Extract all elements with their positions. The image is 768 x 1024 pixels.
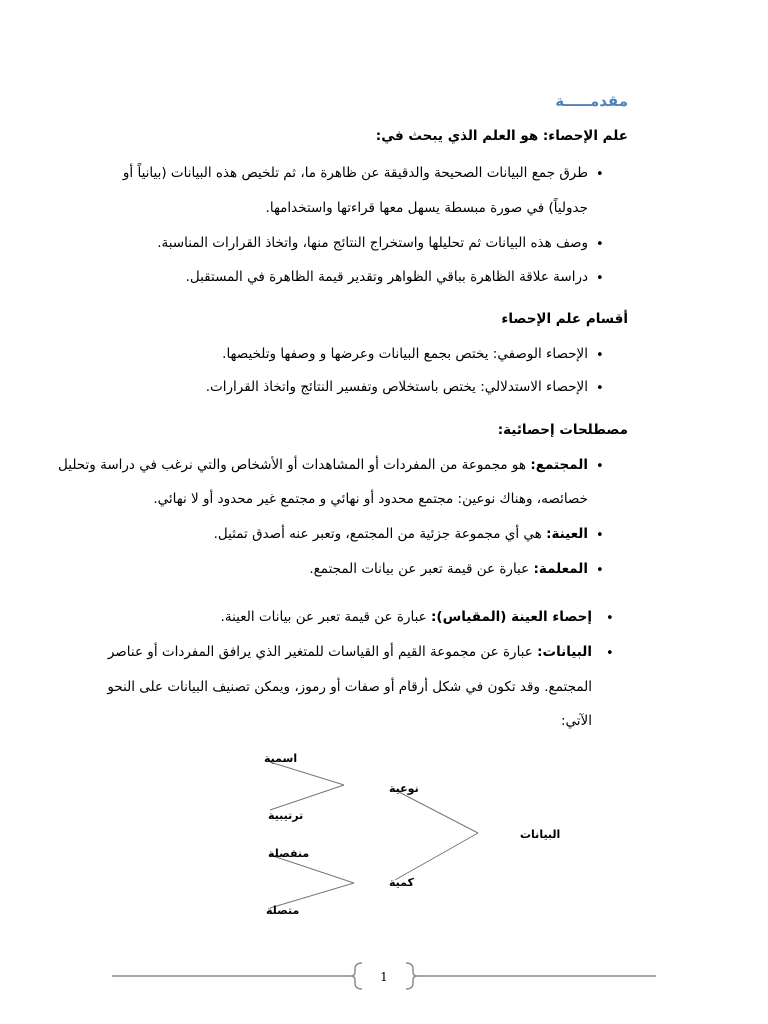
page-footer xyxy=(112,963,656,989)
tree-node-root: البيانات xyxy=(520,828,561,841)
term-label: العينة: xyxy=(546,526,588,542)
bullet-marker: • xyxy=(596,528,604,543)
tree-edge xyxy=(270,785,344,810)
section-descriptive: الإحصاء الوصفي: يختص بجمع البيانات وعرضها و وصفها وتلخيصها. xyxy=(222,346,588,362)
page-title: مقدمـــــة xyxy=(555,92,628,110)
page-number: 1 xyxy=(380,970,388,984)
tree-node-quantitative: كمية xyxy=(389,876,414,889)
term-label: المجتمع: xyxy=(530,457,588,473)
bullet-marker: • xyxy=(596,563,604,578)
term-data-cont: المجتمع. وقد تكون في شكل أرقام أو صفات أو رموز، ويمكن تصنيف البيانات على النحو xyxy=(107,679,592,695)
term-label: المعلمة: xyxy=(533,561,588,577)
intro-bullet-2: وصف هذه البيانات ثم تحليلها واستخراج النتائج منها، واتخاذ القرارات المناسبة. xyxy=(157,235,588,251)
intro-bullet-3: دراسة علاقة الظاهرة بباقي الظواهر وتقدير قيمة الظاهرة في المستقبل. xyxy=(185,269,588,285)
term-data-cont-2: الآتي: xyxy=(560,713,592,729)
intro-bullet-1: طرق جمع البيانات الصحيحة والدقيقة عن ظاهرة ما، ثم تلخيص هذه البيانات (بيانياً أو xyxy=(122,165,588,181)
bullet-marker: • xyxy=(606,646,614,661)
tree-edge xyxy=(395,790,478,833)
footer-brace-right xyxy=(406,963,417,989)
bullet-marker: • xyxy=(596,459,604,474)
bullet-marker: • xyxy=(596,381,604,396)
term-text: هي أي مجموعة جزئية من المجتمع، وتعبر عنه أصدق تمثيل. xyxy=(213,526,547,542)
section-inferential: الإحصاء الاستدلالي: يختص باستخلاص وتفسير النتائج واتخاذ القرارات. xyxy=(205,379,588,395)
bullet-marker: • xyxy=(596,237,604,252)
intro-bullet-1-cont: جدولياً) في صورة مبسطة يسهل معها قراءتها واستخدامها. xyxy=(265,200,588,216)
bullet-marker: • xyxy=(596,271,604,286)
tree-leaf-continuous: متصلة xyxy=(266,904,300,917)
terms-heading: مصطلحات إحصائية: xyxy=(497,422,628,438)
intro-heading: علم الإحصاء: هو العلم الذي يبحث في: xyxy=(375,128,628,144)
tree-edge xyxy=(395,833,478,880)
term-text: عبارة عن مجموعة القيم أو القياسات للمتغير الذي يرافق المفردات أو عناصر xyxy=(107,644,538,660)
term-text: هو مجموعة من المفردات أو المشاهدات أو الأشخاص والتي نرغب في دراسة وتحليل xyxy=(58,457,531,473)
sections-heading: أقسام علم الإحصاء xyxy=(501,311,628,327)
tree-leaf-discrete: منفصلة xyxy=(268,847,310,860)
bullet-marker: • xyxy=(606,611,614,626)
term-text: عبارة عن قيمة تعبر عن بيانات المجتمع. xyxy=(309,561,534,577)
tree-leaf-nominal: اسمية xyxy=(264,752,298,765)
tree-edge xyxy=(270,762,344,785)
term-label: إحصاء العينة (المقياس): xyxy=(431,609,592,625)
bullet-marker: • xyxy=(596,348,604,363)
tree-node-qualitative: نوعية xyxy=(389,782,419,795)
term-population-cont: خصائصه، وهناك نوعين: مجتمع محدود أو نهائي و مجتمع غير محدود أو لا نهائي. xyxy=(153,491,588,507)
term-label: البيانات: xyxy=(537,644,592,660)
footer-brace-left xyxy=(351,963,362,989)
term-text: عبارة عن قيمة تعبر عن بيانات العينة. xyxy=(220,609,432,625)
bullet-marker: • xyxy=(596,167,604,182)
tree-leaf-ordinal: ترتيبية xyxy=(268,809,304,822)
